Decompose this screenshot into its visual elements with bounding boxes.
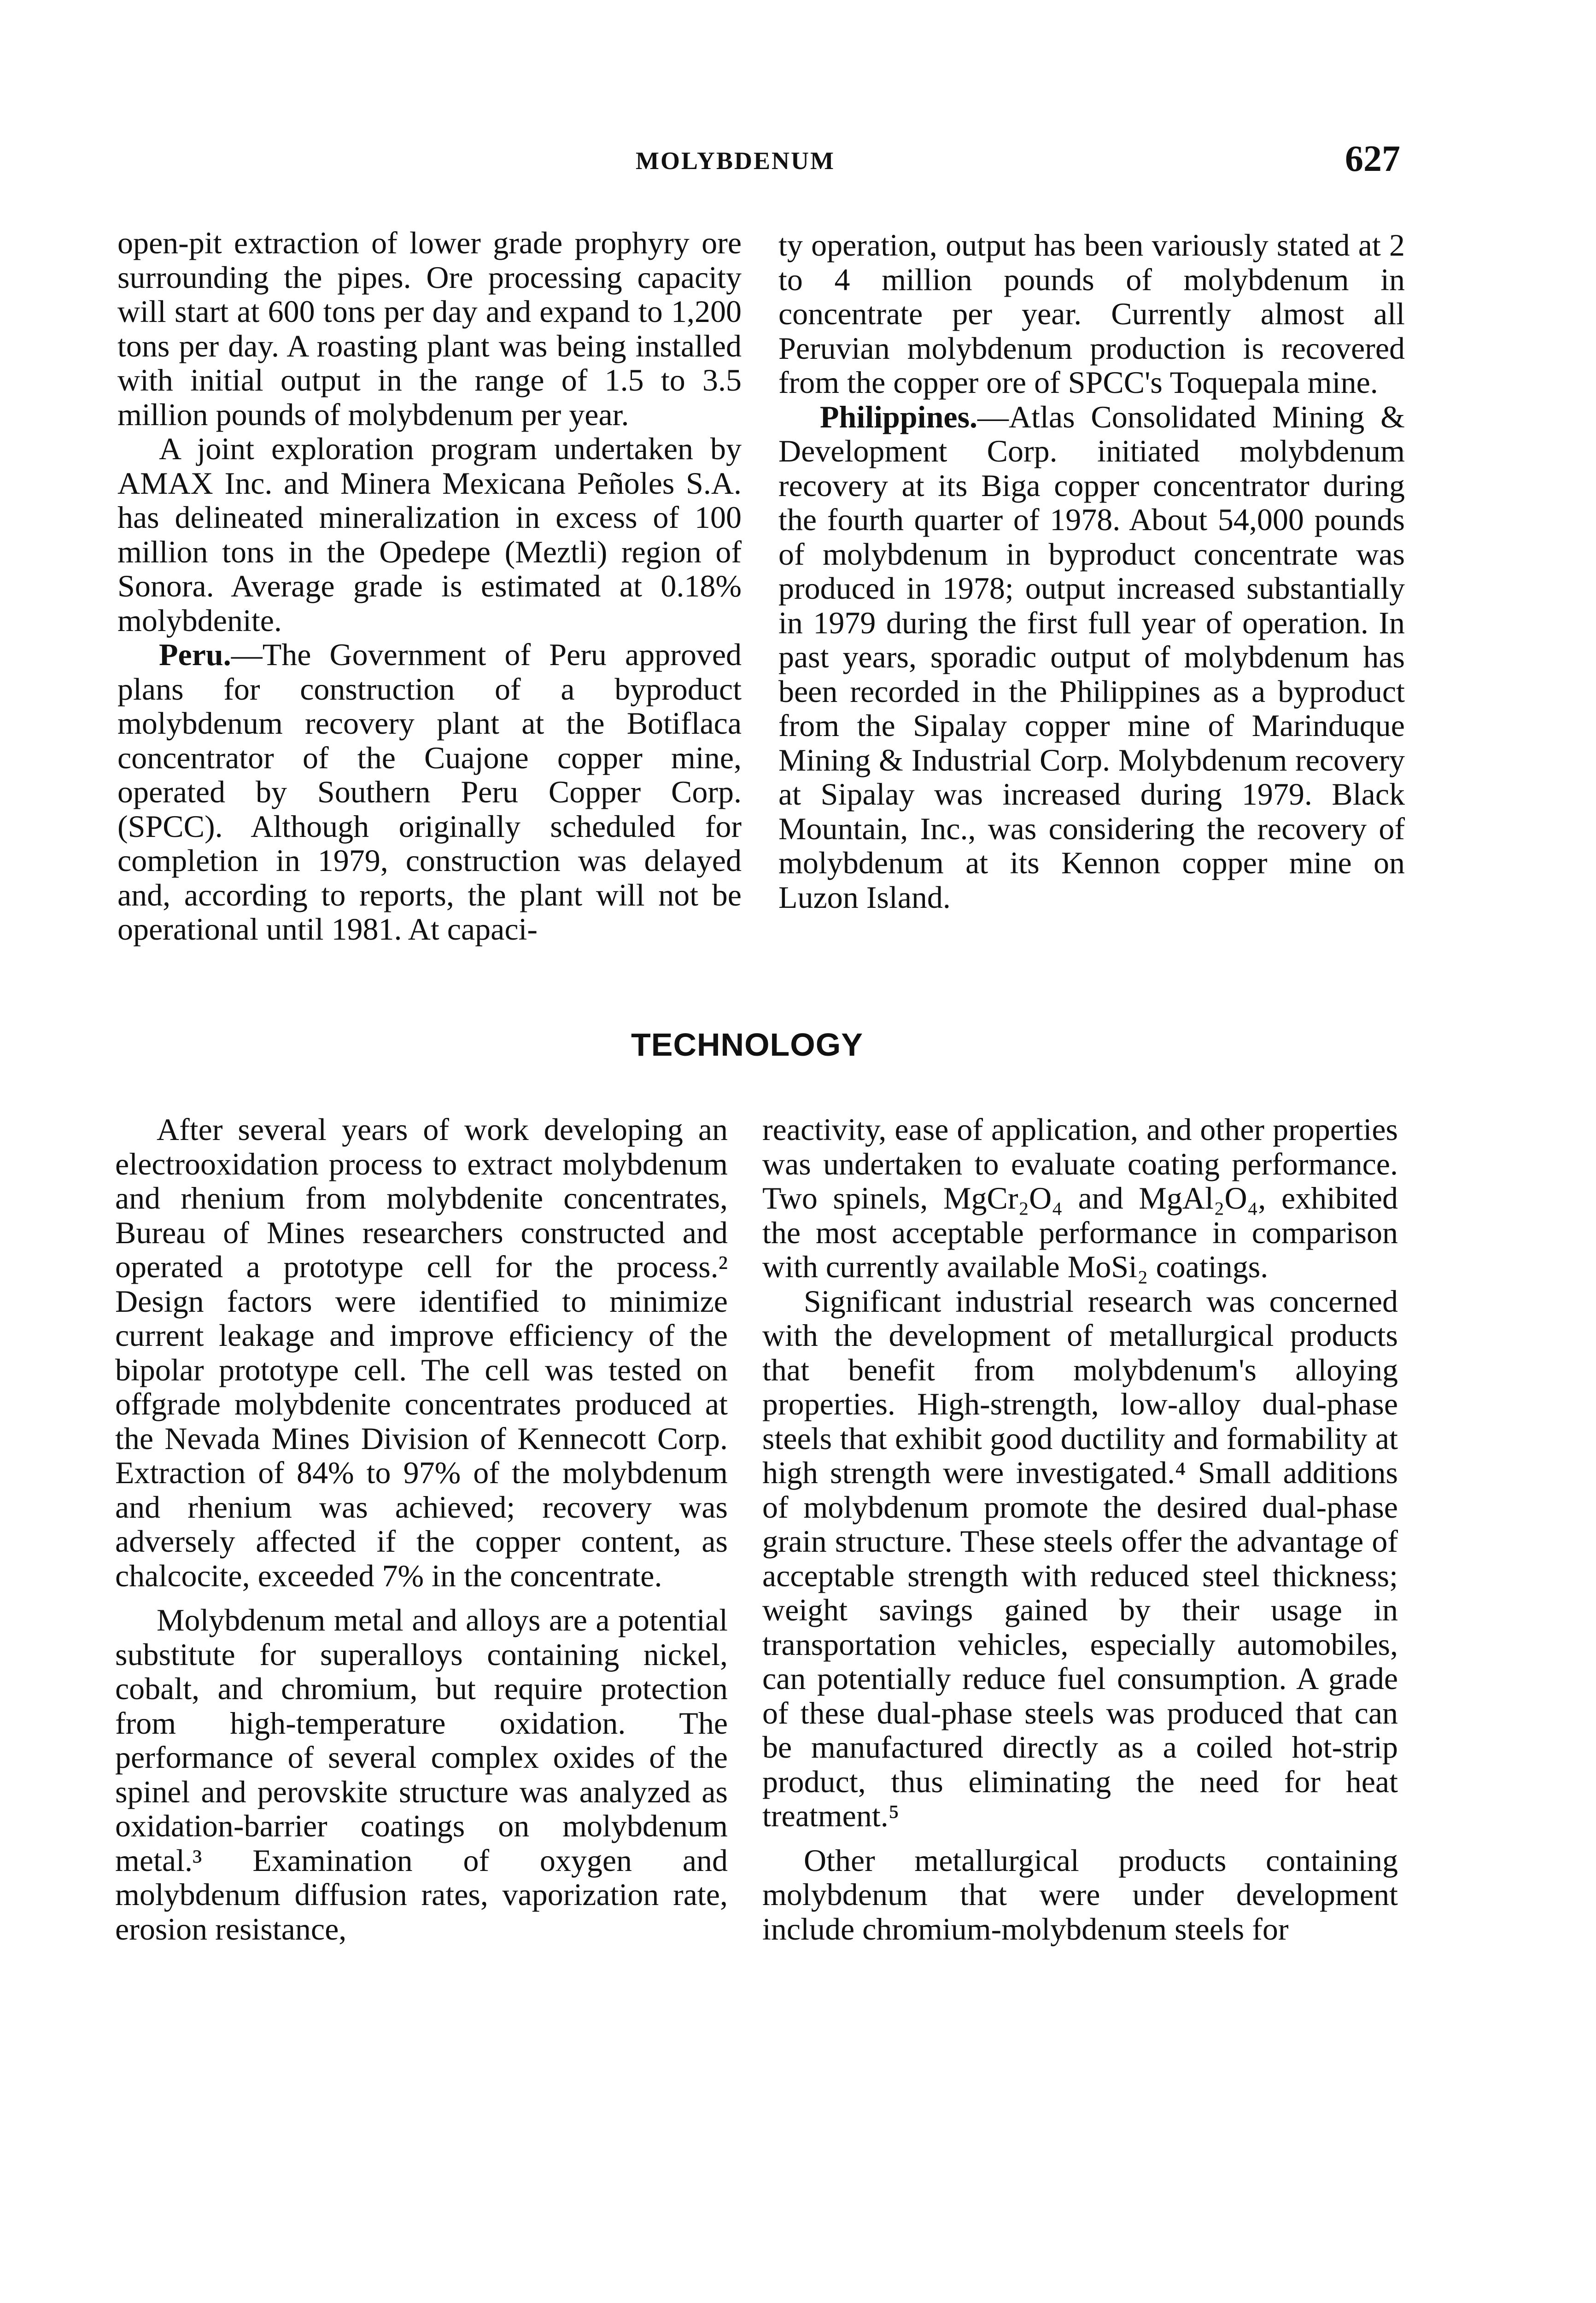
paragraph: Other metallurgical products containing molybdenum that were under development include chromium-molybdenum steels for (762, 1842, 1398, 1946)
running-header-title: MOLYBDENUM (636, 147, 836, 175)
paragraph: A joint exploration program undertaken by AMAX Inc. and Minera Mexicana Peñoles S.A. has delineated mineralization in excess of 100 million tons in the Opedepe (Meztli) region of Sonora. Average grade is estimated at 0.18% molybdenite. (117, 431, 742, 638)
page-number: 627 (1345, 139, 1400, 179)
paragraph (117, 637, 742, 947)
paragraph: After several years of work developing an electrooxidation process to extract molybdenum and rhenium from molybdenite concentrates, Bureau of Mines researchers constructed and operated a prototype cell for the process.² Design factors were identified to minimize current leakage and improve efficiency of the bipolar prototype cell. The cell was tested on offgrade molybdenite concentrates produced at the Nevada Mines Division of Kennecott Corp. Extraction of 84% to 97% of the molybdenum and rhenium was achieved; recovery was adversely affected if the copper content, as chalcocite, exceeded 7% in the concentrate. (115, 1112, 728, 1593)
country-heading-philippines: Philippines. (820, 399, 978, 434)
bottom-left-column (115, 1112, 728, 1946)
paragraph: reactivity, ease of application, and other properties was undertaken to evaluate coating performance. Two spinels, MgCr₂O₄ and MgAl₂O₄, exhibited the most acceptable performance in comparison with currently available MoSi₂ coatings. (762, 1112, 1398, 1284)
country-heading-peru: Peru. (159, 637, 231, 672)
paragraph-text: —The Government of Peru approved plans for construction of a byproduct molybdenum recovery plant at the Botiflaca concentrator of the Cuajone copper mine, operated by Southern Peru Copper Corp. (SPCC). Although originally scheduled for completion in 1979, construction was delayed and, according to reports, the plant will not be operational until 1981. At capaci- (117, 637, 742, 947)
paragraph: ty operation, output has been variously stated at 2 to 4 million pounds of molybdenum in concentrate per year. Currently almost all Peruvian molybdenum production is recovered from the copper ore of SPCC's Toquepala mine. (778, 228, 1405, 400)
paragraph: Molybdenum metal and alloys are a potential substitute for superalloys containing nickel, cobalt, and chromium, but require protection from high-temperature oxidation. The performance of several complex oxides of the spinel and perovskite structure was analyzed as oxidation-barrier coatings on molybdenum metal.³ Examination of oxygen and molybdenum diffusion rates, vaporization rate, erosion resistance, (115, 1602, 728, 1946)
bottom-right-column (762, 1112, 1398, 1946)
top-right-column (778, 228, 1405, 914)
paragraph (778, 400, 1405, 915)
section-heading-technology: TECHNOLOGY (631, 1027, 863, 1063)
top-left-column (117, 226, 742, 947)
paragraph-text: —Atlas Consolidated Mining & Development Corp. initiated molybdenum recovery at its Biga copper concentrator during the fourth quarter of 1978. About 54,000 pounds of molybdenum in byproduct concentrate was produced in 1978; output increased substantially in 1979 during the first full year of operation. In past years, sporadic output of molybdenum has been recorded in the Philippines as a byproduct from the Sipalay copper mine of Marinduque Mining & Industrial Corp. Molybdenum recovery at Sipalay was increased during 1979. Black Mountain, Inc., was considering the recovery of molybdenum at its Kennon copper mine on Luzon Island. (778, 399, 1405, 915)
paragraph: Significant industrial research was concerned with the development of metallurgical products that benefit from molybdenum's alloying properties. High-strength, low-alloy dual-phase steels that exhibit good ductility and formability at high strength were investigated.⁴ Small additions of molybdenum promote the desired dual-phase grain structure. These steels offer the advantage of acceptable strength with reduced steel thickness; weight savings gained by their usage in transportation vehicles, especially automobiles, can potentially reduce fuel consumption. A grade of these dual-phase steels was produced that can be manufactured directly as a coiled hot-strip product, thus eliminating the need for heat treatment.⁵ (762, 1283, 1398, 1833)
paragraph: open-pit extraction of lower grade prophyry ore surrounding the pipes. Ore processing capacity will start at 600 tons per day and expand to 1,200 tons per day. A roasting plant was being installed with initial output in the range of 1.5 to 3.5 million pounds of molybdenum per year. (117, 225, 742, 432)
